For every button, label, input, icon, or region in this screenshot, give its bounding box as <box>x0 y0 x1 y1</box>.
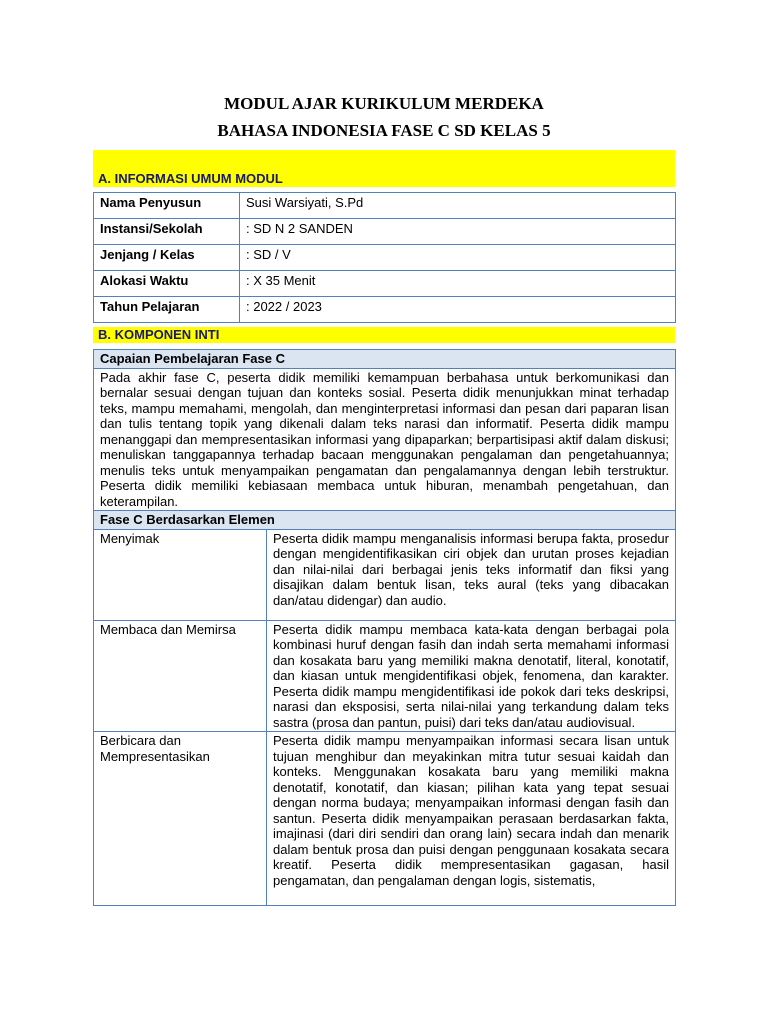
table-row <box>94 732 676 906</box>
info-value: : SD N 2 SANDEN <box>240 219 676 245</box>
info-label: Alokasi Waktu <box>94 271 240 297</box>
info-value: : SD / V <box>240 245 676 271</box>
element-name: Membaca dan Memirsa <box>94 620 267 732</box>
info-label: Nama Penyusun <box>94 193 240 219</box>
table-row <box>94 368 676 511</box>
table-row <box>94 620 676 732</box>
table-row <box>94 193 676 219</box>
element-text-cell <box>267 732 676 906</box>
info-label: Tahun Pelajaran <box>94 297 240 323</box>
info-value: : X 35 Menit <box>240 271 676 297</box>
elemen-header: Fase C Berdasarkan Elemen <box>94 511 676 530</box>
table-row <box>94 219 676 245</box>
element-text: Peserta didik mampu membaca kata-kata dengan berbagai pola kombinasi huruf dengan fasih dan indah serta memahami informasi dan kosakata baru yang memiliki makna denotatif, literal, konotatif, dan kiasan untuk mengidentifikasi objek, fenomena, dan karakter. Peserta didik mampu mengidentifikasi ide pokok dari teks deskripsi, narasi dan eksposisi, serta nilai-nilai yang terkandung dalam teks sastra (prosa dan pantun, puisi) dari teks dan/atau audiovisual. <box>267 620 676 732</box>
table-row <box>94 271 676 297</box>
table-row <box>94 297 676 323</box>
cp-header: Capaian Pembelajaran Fase C <box>94 350 676 369</box>
element-text: Peserta didik mampu menganalisis informasi berupa fakta, prosedur dengan mengidentifikasikan ciri objek dan urutan proses kejadian dan nilai-nilai dari berbagai jenis teks informatif dan fiksi yang disajikan dalam bentuk lisan, teks aural (teks yang dibacakan dan/atau didengar) dan audio. <box>267 529 676 620</box>
document-title: MODUL AJAR KURIKULUM MERDEKA <box>224 94 544 113</box>
info-label: Instansi/Sekolah <box>94 219 240 245</box>
section-a-heading: A. INFORMASI UMUM MODUL <box>98 171 283 186</box>
info-label: Jenjang / Kelas <box>94 245 240 271</box>
table-row <box>94 350 676 369</box>
info-table <box>93 192 676 323</box>
info-value: Susi Warsiyati, S.Pd <box>240 193 676 219</box>
element-name: Menyimak <box>94 529 267 620</box>
table-row <box>94 511 676 530</box>
element-name: Berbicara dan Mempresentasikan <box>94 732 267 906</box>
document-subtitle: BAHASA INDONESIA FASE C SD KELAS 5 <box>217 121 551 140</box>
info-value: : 2022 / 2023 <box>240 297 676 323</box>
cp-text: Pada akhir fase C, peserta didik memiliki kemampuan berbahasa untuk berkomunikasi dan bernalar sesuai dengan tujuan dan konteks sosial. Peserta didik menunjukkan minat terhadap teks, mampu memahami, mengolah, dan menginterpretasi informasi dan pesan dari paparan lisan dan tulis tentang topik yang dikenali dalam teks narasi dan informatif. Peserta didik mampu menanggapi dan mempresentasikan informasi yang dipaparkan; berpartisipasi aktif dalam diskusi; menuliskan tanggapannya terhadap bacaan menggunakan pengalaman dan pengetahuannya; menulis teks untuk menyampaikan pengamatan dan pengalamannya dengan lebih terstruktur. Peserta didik memiliki kebiasaan membaca untuk hiburan, menambah pengetahuan, dan keterampilan. <box>94 368 676 511</box>
komponen-table <box>93 349 676 906</box>
table-row <box>94 529 676 620</box>
element-text: Peserta didik mampu menyampaikan informasi secara lisan untuk tujuan menghibur dan meyakinkan mitra tutur sesuai kaidah dan konteks. Menggunakan kosakata baru yang memiliki makna denotatif, konotatif, dan kiasan; pilihan kata yang tepat sesuai dengan norma budaya; menyampaikan informasi dengan fasih dan santun. Peserta didik menyampaikan perasaan berdasarkan fakta, imajinasi (dari diri sendiri dan orang lain) secara indah dan menarik dalam bentuk prosa dan puisi dengan penggunaan kosakata secara kreatif. Peserta didik mempresentasikan gagasan, hasil pengamatan, dan pengalaman dengan logis, sistematis, <box>273 733 669 888</box>
section-b-heading: B. KOMPONEN INTI <box>98 327 220 342</box>
table-row <box>94 245 676 271</box>
